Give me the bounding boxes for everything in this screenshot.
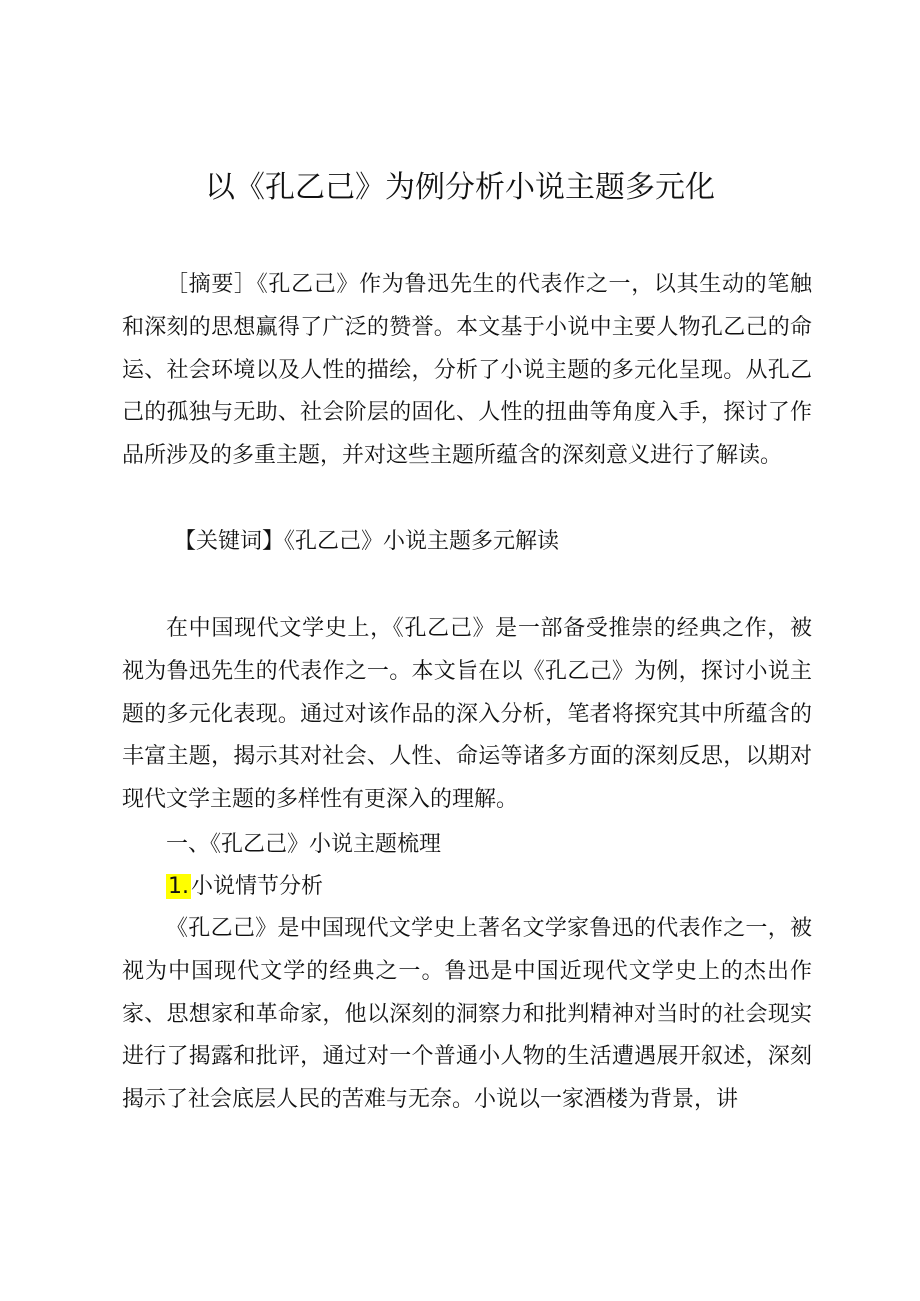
section-heading: 一、《孔乙己》小说主题梳理 [166,832,442,857]
body-paragraph: 《孔乙己》是中国现代文学史上著名文学家鲁迅的代表作之一，被视为中国现代文学的经典之一。鲁迅是中国近现代文学史上的杰出作家、思想家和革命家，他以深刻的洞察力和批判精神对当时的社会现实进行了揭露和批评，通过对一个普通小人物的生活遭遇展开叙述，深刻揭示了社会底层人民的苦难与无奈。小说以一家酒楼为背景，讲 [122,916,812,1113]
keywords-label: 【关键词】 [174,529,285,554]
subsection-title: 小说情节分析 [191,874,324,899]
document-title: 以《孔乙己》为例分析小说主题多元化 [205,170,715,205]
subsection-number-highlight: 1. [168,874,189,899]
abstract-paragraph: ［摘要］《孔乙己》作为鲁迅先生的代表作之一，以其生动的笔触和深刻的思想赢得了广泛的赞誉。本文基于小说中主要人物孔乙己的命运、社会环境以及人性的描绘，分析了小说主题的多元化呈现。从孔乙己的孤独与无助、社会阶层的固化、人性的扭曲等角度入手，探讨了作品所涉及的多重主题，并对这些主题所蕴含的深刻意义进行了解读。 [122,272,812,469]
intro-paragraph: 在中国现代文学史上，《孔乙己》是一部备受推崇的经典之作，被视为鲁迅先生的代表作之一。本文旨在以《孔乙己》为例，探讨小说主题的多元化表现。通过对该作品的深入分析，笔者将探究其中所蕴含的丰富主题，揭示其对社会、人性、命运等诸多方面的深刻反思，以期对现代文学主题的多样性有更深入的理解。 [122,616,812,813]
keywords-line [122,521,812,564]
keywords-text: 《孔乙己》小说主题多元解读 [284,529,560,554]
subsection-heading [122,866,812,909]
